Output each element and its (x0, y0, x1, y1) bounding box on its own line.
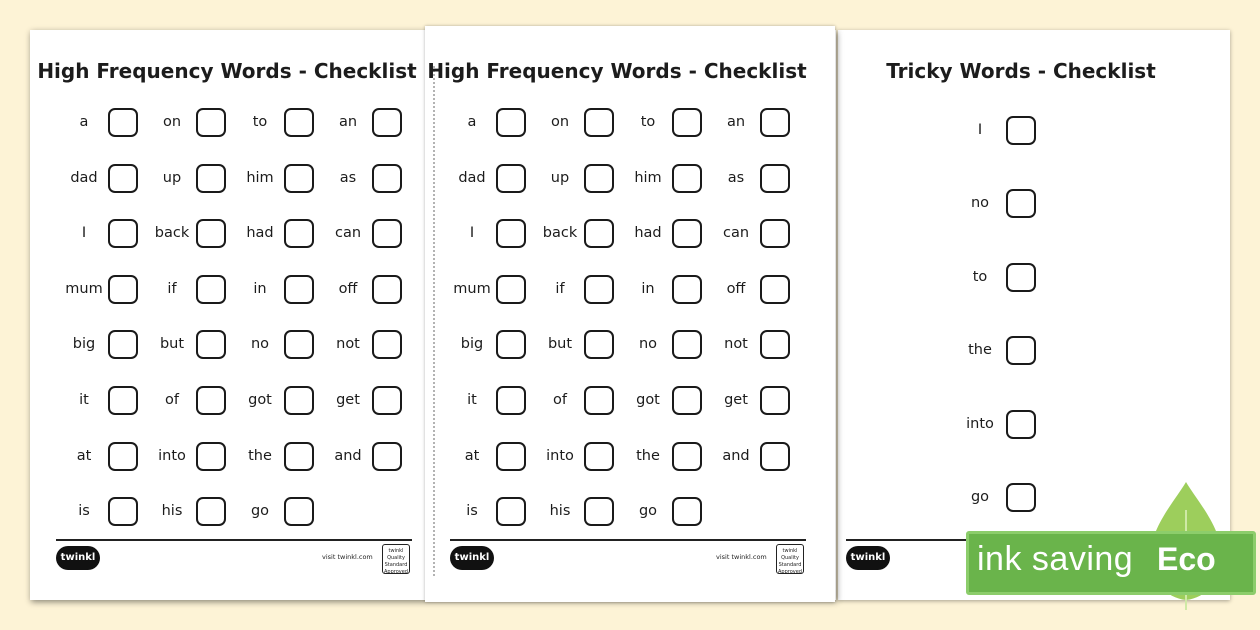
word-checkbox[interactable] (672, 219, 702, 248)
word-grid (60, 108, 412, 553)
word-item (148, 497, 236, 553)
word-item (624, 108, 712, 164)
word-label: mum (65, 280, 103, 297)
word-item (324, 164, 412, 220)
word-label: got (248, 391, 272, 408)
word-checkbox[interactable] (760, 386, 790, 415)
word-item (324, 108, 412, 164)
word-label: of (165, 391, 179, 408)
word-item (624, 164, 712, 220)
word-checkbox[interactable] (372, 442, 402, 471)
word-label: to (972, 268, 988, 285)
word-label: go (638, 503, 658, 520)
word-label: big (72, 336, 96, 353)
footer-rule (56, 539, 412, 541)
word-item (536, 219, 624, 275)
word-item (536, 442, 624, 498)
word-item (148, 219, 236, 275)
word-checkbox[interactable] (196, 386, 226, 415)
word-label: the (636, 447, 660, 464)
word-item (624, 386, 712, 442)
word-item (712, 219, 800, 275)
word-item (536, 275, 624, 331)
word-label: into (546, 447, 574, 464)
word-item (236, 108, 324, 164)
word-checkbox[interactable] (672, 497, 702, 526)
visit-link[interactable]: visit twinkl.com (716, 553, 767, 561)
word-item (236, 386, 324, 442)
word-item (60, 330, 148, 386)
word-label: in (641, 280, 655, 297)
word-checkbox[interactable] (196, 442, 226, 471)
word-label: his (549, 503, 571, 520)
word-checkbox[interactable] (584, 219, 614, 248)
word-item (324, 219, 412, 275)
word-label: on (550, 114, 570, 130)
footer-rule (846, 539, 976, 541)
tricky-word-item (954, 116, 1054, 189)
word-item (624, 442, 712, 498)
word-label: a (79, 114, 89, 130)
word-label: and (334, 447, 362, 464)
word-label: I (469, 225, 475, 242)
word-label: it (79, 391, 89, 408)
word-item (236, 164, 324, 220)
word-label: on (162, 114, 182, 130)
word-item (148, 442, 236, 498)
quality-badge: twinkl Quality Standard Approved (382, 544, 410, 574)
word-item (236, 442, 324, 498)
word-checkbox[interactable] (108, 164, 138, 193)
word-item (448, 497, 536, 553)
word-label: a (467, 114, 477, 130)
word-item (448, 219, 536, 275)
word-checkbox[interactable] (496, 108, 526, 137)
word-label: I (977, 122, 983, 138)
word-item (712, 275, 800, 331)
word-label: dad (70, 169, 98, 186)
word-item (60, 386, 148, 442)
word-item (448, 164, 536, 220)
word-label: get (724, 391, 748, 408)
word-checkbox[interactable] (672, 108, 702, 137)
word-label: at (76, 447, 92, 464)
word-checkbox[interactable] (584, 164, 614, 193)
word-item (148, 386, 236, 442)
word-item (448, 386, 536, 442)
word-checkbox[interactable] (672, 275, 702, 304)
eco-badge: Eco (1157, 541, 1216, 577)
word-item (236, 219, 324, 275)
word-checkbox[interactable] (1006, 483, 1036, 512)
word-label: but (547, 336, 573, 353)
ink-saving-label: ink saving (977, 540, 1134, 578)
word-checkbox[interactable] (108, 108, 138, 137)
word-item (624, 219, 712, 275)
tricky-words-title: Tricky Words - Checklist (886, 59, 1156, 83)
word-checkbox[interactable] (108, 442, 138, 471)
word-item (60, 275, 148, 331)
word-checkbox[interactable] (196, 497, 226, 526)
word-checkbox[interactable] (196, 275, 226, 304)
word-label: back (154, 225, 190, 242)
word-grid (448, 108, 800, 553)
word-item (448, 330, 536, 386)
word-label: get (336, 391, 360, 408)
word-label: can (334, 225, 362, 242)
word-item (324, 330, 412, 386)
word-label: into (158, 447, 186, 464)
word-checkbox[interactable] (760, 219, 790, 248)
word-label: is (466, 503, 478, 520)
word-checkbox[interactable] (496, 497, 526, 526)
word-item (236, 497, 324, 553)
word-item (60, 219, 148, 275)
word-checkbox[interactable] (372, 386, 402, 415)
word-label: go (970, 488, 990, 505)
word-item (624, 275, 712, 331)
word-checkbox[interactable] (496, 442, 526, 471)
word-checkbox[interactable] (496, 330, 526, 359)
word-item (712, 164, 800, 220)
word-checkbox[interactable] (672, 442, 702, 471)
word-item (148, 108, 236, 164)
word-checkbox[interactable] (284, 275, 314, 304)
word-checkbox[interactable] (760, 442, 790, 471)
word-item (448, 275, 536, 331)
word-checkbox[interactable] (496, 275, 526, 304)
word-checkbox[interactable] (372, 275, 402, 304)
word-label: an (726, 114, 746, 130)
checklist-right (427, 0, 830, 575)
word-checkbox[interactable] (284, 497, 314, 526)
word-checkbox[interactable] (760, 164, 790, 193)
word-checkbox[interactable] (584, 442, 614, 471)
word-item (60, 442, 148, 498)
word-checkbox[interactable] (196, 108, 226, 137)
word-item (536, 108, 624, 164)
word-checkbox[interactable] (372, 330, 402, 359)
checklist-title: High Frequency Words - Checklist (37, 59, 417, 83)
tricky-word-item (954, 410, 1054, 483)
word-label: no (250, 336, 270, 353)
word-label: off (338, 280, 358, 297)
word-checkbox[interactable] (672, 386, 702, 415)
word-label: to (640, 114, 656, 130)
word-label: back (542, 225, 578, 242)
word-label: no (638, 336, 658, 353)
word-label: off (726, 280, 746, 297)
word-item (448, 108, 536, 164)
word-label: to (252, 114, 268, 130)
word-item (536, 330, 624, 386)
word-item (148, 275, 236, 331)
word-label: got (636, 391, 660, 408)
word-label: up (550, 169, 570, 186)
word-checkbox[interactable] (196, 330, 226, 359)
word-label: the (248, 447, 272, 464)
twinkl-logo: twinkl (56, 546, 100, 570)
word-checkbox[interactable] (760, 330, 790, 359)
word-checkbox[interactable] (584, 108, 614, 137)
word-label: it (467, 391, 477, 408)
word-checkbox[interactable] (108, 497, 138, 526)
word-label: as (727, 169, 745, 186)
word-checkbox[interactable] (584, 330, 614, 359)
tricky-word-item (954, 189, 1054, 262)
word-label: can (722, 225, 750, 242)
tricky-word-item (954, 336, 1054, 409)
cut-line (433, 66, 435, 576)
word-checkbox[interactable] (1006, 410, 1036, 439)
word-label: of (553, 391, 567, 408)
word-item (712, 108, 800, 164)
word-checkbox[interactable] (584, 386, 614, 415)
footer-rule (450, 539, 806, 541)
word-checkbox[interactable] (196, 219, 226, 248)
word-item (324, 442, 412, 498)
word-checkbox[interactable] (284, 164, 314, 193)
word-item (60, 108, 148, 164)
word-label: if (167, 280, 177, 297)
word-checkbox[interactable] (284, 386, 314, 415)
word-item (60, 497, 148, 553)
word-item (536, 497, 624, 553)
word-item (536, 164, 624, 220)
word-label: I (81, 225, 87, 242)
word-label: the (968, 342, 992, 359)
word-checkbox[interactable] (196, 164, 226, 193)
word-checkbox[interactable] (1006, 116, 1036, 145)
word-item (712, 330, 800, 386)
word-item (712, 386, 800, 442)
word-item (624, 497, 712, 553)
word-item (712, 442, 800, 498)
word-label: big (460, 336, 484, 353)
word-checkbox[interactable] (760, 275, 790, 304)
tricky-word-item (954, 263, 1054, 336)
word-item (324, 275, 412, 331)
checklist-left (30, 0, 424, 575)
word-checkbox[interactable] (584, 275, 614, 304)
word-checkbox[interactable] (284, 108, 314, 137)
word-checkbox[interactable] (496, 386, 526, 415)
word-item (324, 386, 412, 442)
word-item (148, 164, 236, 220)
word-checkbox[interactable] (284, 330, 314, 359)
word-checkbox[interactable] (372, 164, 402, 193)
word-item (148, 330, 236, 386)
word-label: if (555, 280, 565, 297)
word-checkbox[interactable] (672, 330, 702, 359)
word-checkbox[interactable] (108, 219, 138, 248)
word-label: his (161, 503, 183, 520)
word-label: him (634, 169, 662, 186)
word-checkbox[interactable] (284, 442, 314, 471)
word-checkbox[interactable] (496, 219, 526, 248)
word-label: up (162, 169, 182, 186)
word-checkbox[interactable] (108, 330, 138, 359)
word-label: as (339, 169, 357, 186)
word-checkbox[interactable] (1006, 189, 1036, 218)
word-label: had (634, 225, 662, 242)
word-item (448, 442, 536, 498)
quality-badge: twinkl Quality Standard Approved (776, 544, 804, 574)
word-label: an (338, 114, 358, 130)
word-label: but (159, 336, 185, 353)
visit-link[interactable]: visit twinkl.com (322, 553, 373, 561)
word-label: him (246, 169, 274, 186)
word-label: in (253, 280, 267, 297)
twinkl-logo: twinkl (450, 546, 494, 570)
word-checkbox[interactable] (496, 164, 526, 193)
word-checkbox[interactable] (1006, 263, 1036, 292)
word-label: no (970, 195, 990, 212)
word-checkbox[interactable] (372, 108, 402, 137)
word-checkbox[interactable] (760, 108, 790, 137)
word-checkbox[interactable] (1006, 336, 1036, 365)
word-label: not (724, 336, 748, 353)
word-label: is (78, 503, 90, 520)
word-item (236, 275, 324, 331)
word-label: at (464, 447, 480, 464)
word-label: into (966, 415, 994, 432)
word-item (60, 164, 148, 220)
word-label: dad (458, 169, 486, 186)
word-label: go (250, 503, 270, 520)
word-item (536, 386, 624, 442)
word-checkbox[interactable] (672, 164, 702, 193)
word-item (236, 330, 324, 386)
tricky-words-list (954, 116, 1054, 556)
word-label: and (722, 447, 750, 464)
word-label: mum (453, 280, 491, 297)
checklist-title: High Frequency Words - Checklist (427, 59, 807, 83)
word-checkbox[interactable] (372, 219, 402, 248)
word-checkbox[interactable] (108, 386, 138, 415)
word-item (624, 330, 712, 386)
twinkl-logo: twinkl (846, 546, 890, 570)
word-checkbox[interactable] (584, 497, 614, 526)
word-label: not (336, 336, 360, 353)
word-checkbox[interactable] (108, 275, 138, 304)
word-label: had (246, 225, 274, 242)
word-checkbox[interactable] (284, 219, 314, 248)
